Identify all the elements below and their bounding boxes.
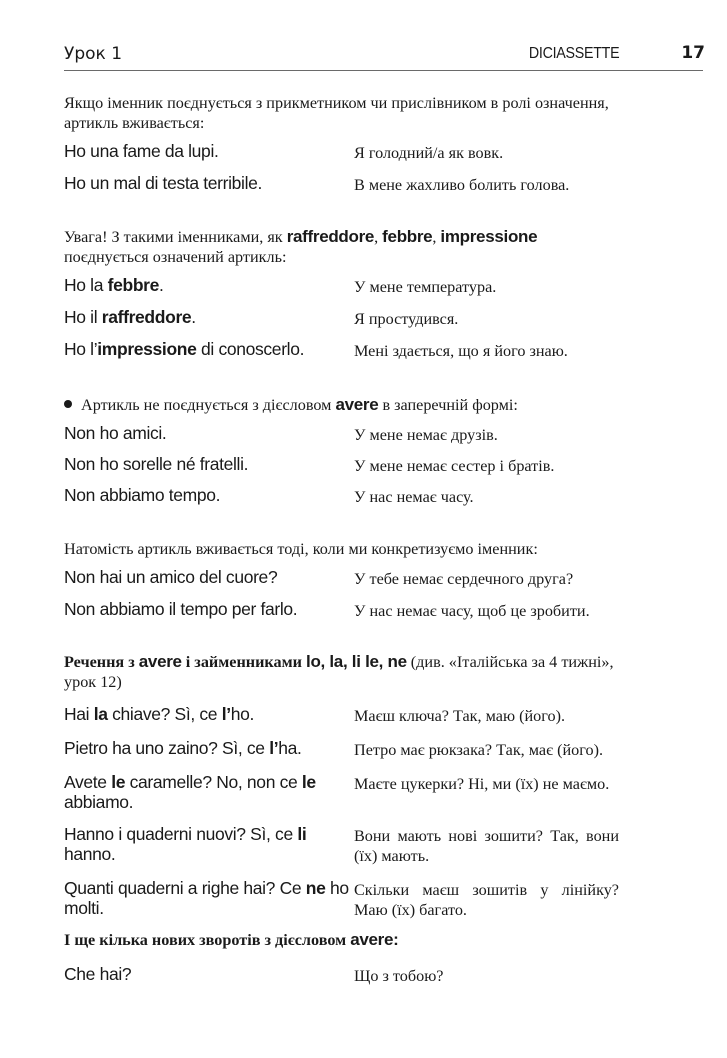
italian-phrase	[64, 599, 354, 619]
text-segment: caramelle? No, non ce	[125, 772, 302, 792]
ukrainian-translation: Маєте цукерки? Ні, ми (їх) не маємо.	[354, 775, 610, 793]
italian-phrase	[64, 878, 354, 918]
bold-text: і займенниками	[181, 653, 307, 671]
text-segment: Quanti quaderni a righe hai? Ce	[64, 878, 306, 898]
text-segment: Натомість артикль вживається тоді, коли ми конкретизуємо іменник:	[64, 540, 538, 558]
page-header	[64, 40, 703, 71]
bold-term: li	[297, 824, 307, 844]
example-row	[64, 275, 624, 297]
bullet-icon	[64, 400, 72, 408]
section-specified-noun	[64, 539, 624, 621]
italian-phrase	[64, 307, 354, 327]
text-segment: Ho una fame da lupi.	[64, 141, 219, 161]
example-list	[64, 141, 624, 195]
text-segment: .	[159, 275, 164, 295]
page-number-word: DICIASSETTE	[528, 45, 619, 62]
example-row	[64, 824, 624, 866]
example-row	[64, 567, 624, 589]
text-segment: Avete	[64, 772, 112, 792]
text-segment: ,	[374, 228, 383, 246]
example-row	[64, 307, 624, 329]
bold-term: l’	[269, 738, 279, 758]
example-row	[64, 173, 624, 195]
example-list	[64, 567, 624, 621]
text-segment: Non abbiamo il tempo per farlo.	[64, 599, 298, 619]
bold-text: І ще кілька нових зворотів з дієсловом	[64, 931, 351, 949]
example-row	[64, 878, 624, 920]
ukrainian-translation: У мене температура.	[354, 278, 497, 296]
bold-term: raffreddore	[101, 307, 192, 327]
text-segment: Non ho amici.	[64, 423, 167, 443]
example-list	[64, 704, 624, 920]
example-row	[64, 738, 624, 760]
ukrainian-translation: Що з тобою?	[354, 967, 444, 985]
page-number: 17	[681, 43, 705, 63]
italian-phrase	[64, 772, 354, 812]
ukrainian-translation: В мене жахливо болить голова.	[354, 176, 570, 194]
text-segment: Ho il	[64, 307, 102, 327]
ukrainian-translation: Петро має рюкзака? Так, має (його).	[354, 741, 604, 759]
text-segment: ,	[432, 228, 441, 246]
example-list	[64, 275, 624, 361]
bold-term: raffreddore	[286, 227, 375, 246]
section-intro	[64, 227, 624, 267]
text-segment: .	[191, 307, 196, 327]
text-segment: abbiamo.	[64, 792, 134, 812]
section-more-expressions	[64, 930, 624, 986]
ukrainian-translation: У мене немає друзів.	[354, 426, 498, 444]
ukrainian-translation: Я простудився.	[354, 310, 459, 328]
text-segment: ho molti.	[64, 878, 349, 918]
ukrainian-translation: Маєш ключа? Так, маю (його).	[354, 707, 566, 725]
section-adjective-article	[64, 93, 624, 195]
italian-phrase	[64, 454, 354, 474]
italian-phrase	[64, 275, 354, 295]
bold-term: impressione	[97, 339, 197, 359]
section-pronouns	[64, 652, 624, 920]
example-row	[64, 141, 624, 163]
example-row	[64, 454, 624, 476]
bold-term: lo, la, li le, ne	[306, 652, 407, 671]
text-segment: Hai	[64, 704, 94, 724]
italian-phrase	[64, 485, 354, 505]
bold-text: Речення з	[64, 653, 139, 671]
italian-phrase	[64, 738, 354, 758]
text-segment: Ho l’	[64, 339, 98, 359]
example-row	[64, 339, 624, 361]
section-intro	[64, 539, 624, 559]
section-negative-form	[64, 395, 624, 507]
section-intro	[64, 652, 624, 692]
text-segment: Якщо іменник поєднується з прикметником чи прислівником в ролі означення, артикль вживається:	[64, 94, 609, 132]
text-segment: Non ho sorelle né fratelli.	[64, 454, 249, 474]
bold-term: la	[93, 704, 108, 724]
text-segment: hanno.	[64, 844, 116, 864]
section-intro	[64, 930, 624, 950]
text-segment: ho.	[230, 704, 254, 724]
section-intro	[64, 395, 624, 415]
text-segment: Non hai un amico del cuore?	[64, 567, 278, 587]
example-row	[64, 704, 624, 726]
ukrainian-translation: У нас немає часу, щоб це зробити.	[354, 602, 590, 620]
italian-phrase	[64, 423, 354, 443]
text-segment: Артикль не поєднується з дієсловом	[81, 396, 336, 414]
bold-term: impressione	[440, 227, 538, 246]
bold-term: avere	[335, 395, 379, 414]
italian-phrase	[64, 824, 354, 864]
text-segment: ha.	[278, 738, 302, 758]
ukrainian-translation: Я голодний/а як вовк.	[354, 144, 504, 162]
ukrainian-translation: Мені здається, що я його знаю.	[354, 342, 568, 360]
example-row	[64, 423, 624, 445]
example-row	[64, 772, 624, 812]
lesson-title: Урок 1	[64, 44, 123, 64]
text-segment: поєднується означений артикль:	[64, 248, 287, 266]
italian-phrase	[64, 964, 354, 984]
section-intro	[64, 93, 624, 133]
italian-phrase	[64, 339, 354, 359]
italian-phrase	[64, 173, 354, 193]
example-row	[64, 964, 624, 986]
bold-term: avere	[138, 652, 182, 671]
bold-term: avere:	[350, 930, 399, 949]
text-segment: di conoscerlo.	[196, 339, 305, 359]
italian-phrase	[64, 704, 354, 724]
section-definite-article-nouns	[64, 227, 624, 361]
book-page	[64, 40, 703, 71]
italian-phrase	[64, 567, 354, 587]
italian-phrase	[64, 141, 354, 161]
ukrainian-translation: У нас немає часу.	[354, 488, 474, 506]
ukrainian-translation: Вони мають нові зошити? Так, вони (їх) мають.	[354, 827, 619, 865]
text-segment: Ho la	[64, 275, 108, 295]
bold-term: febbre	[382, 227, 433, 246]
text-segment: Che hai?	[64, 964, 132, 984]
bold-term: l’	[221, 704, 231, 724]
ukrainian-translation: У мене немає сестер і братів.	[354, 457, 555, 475]
text-segment: Увага! З такими іменниками, як	[64, 228, 287, 246]
bold-term: le	[111, 772, 126, 792]
text-segment: Ho un mal di testa terribile.	[64, 173, 262, 193]
bold-term: le	[301, 772, 316, 792]
text-segment: Pietro ha uno zaino? Sì, ce	[64, 738, 270, 758]
text-segment: в заперечній формі:	[378, 396, 518, 414]
text-segment: chiave? Sì, ce	[107, 704, 222, 724]
ukrainian-translation: Скільки маєш зошитів у лінійку? Маю (їх) багато.	[354, 881, 619, 919]
ukrainian-translation: У тебе немає сердечного друга?	[354, 570, 574, 588]
example-row	[64, 485, 624, 507]
example-list	[64, 423, 624, 507]
text-segment: Hanno i quaderni nuovi? Sì, ce	[64, 824, 298, 844]
text-segment: Non abbiamo tempo.	[64, 485, 221, 505]
text-segment: (див. «Італійська за 4 тижні», урок 12)	[64, 653, 614, 691]
bold-term: febbre	[107, 275, 160, 295]
bold-term: ne	[305, 878, 326, 898]
example-row	[64, 599, 624, 621]
example-list	[64, 964, 624, 986]
